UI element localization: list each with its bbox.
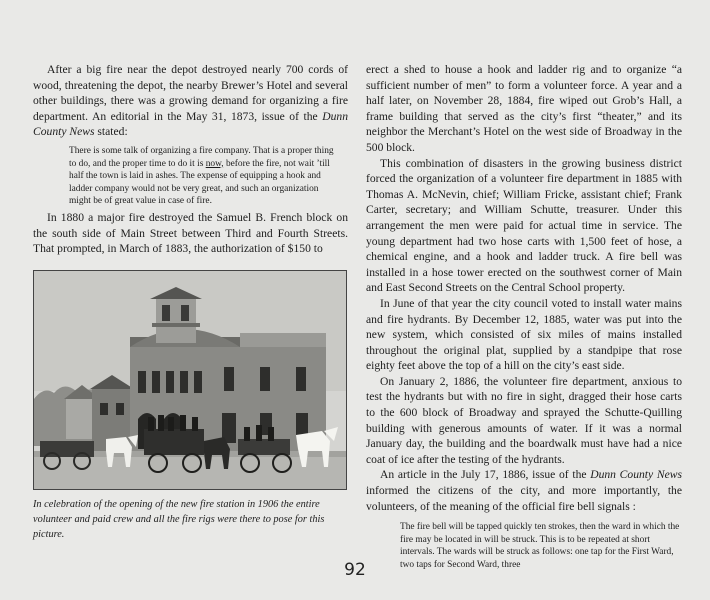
fire-station-photo: [33, 270, 347, 490]
newspaper-title: Dunn County News: [33, 109, 348, 139]
underlined-word: now,: [205, 158, 224, 169]
paragraph-fire-department-organization: This combination of disasters in the growing business district forced the organization of a volunteer fire department in 1885 with Thomas A. McNevin, chief; William Fricke, assistant chief; Frank Carter, secretary; and William Schutte, treasurer. Under this arrangement the men were paid for actual time in service. The young department had two hose carts with 1,500 feet of hose, a chemical engine, and a hook and ladder truck. A fire bell was installed in a hose tower erected on the southwest corner of Main and East Second Streets on the Central School property.: [366, 156, 682, 295]
paragraph-hydrant-test: On January 2, 1886, the volunteer fire department, anxious to test the hydrants but with no fire in sight, dragged their hose carts to the 600 block of Broadway and sprayed the Schutte-Quilling building with generous amounts of water. If it was a normal January day, the building and the boardwalk must have had a nice coat of ice after the testing of the hydrants.: [366, 374, 682, 466]
paragraph-water-mains: In June of that year the city council voted to install water mains and fire hydrants. By December 12, 1885, water was put into the new system, which consisted of six miles of mains installed throughout the original plat, supplied by a standpipe that rose eighty feet above the top of a hill on the city’s east side.: [366, 296, 682, 373]
editorial-quote: There is some talk of organizing a fire company. That is a proper thing to do, and the proper time to do it is now, before the fire, not wait ’till half the town is laid in ashes. The expense of equipping a hook and ladder company would not be very great, and such an organization might be of great value in case of fire.: [69, 145, 334, 207]
fire-station-illustration: [34, 271, 346, 489]
newspaper-title: Dunn County News: [590, 468, 682, 482]
paragraph-fire-bell-article: An article in the July 17, 1886, issue of the Dunn County News informed the citizens of the city, and more importantly, the volunteers, of the meaning of the official fire bell signals :: [366, 468, 682, 513]
page-number: 92: [344, 560, 366, 580]
paragraph-fire-demand: After a big fire near the depot destroyed nearly 700 cords of wood, threatening the depot, the nearby Brewer’s Hotel and several other buildings, there was a growing demand for organizing a fire department. An editorial in the May 31, 1873, issue of the Dunn County News stated:: [33, 63, 348, 139]
fire-bell-quote: The fire bell will be tapped quickly ten strokes, then the ward in which the fire may be located in will be struck. This is to be repeated at short intervals. The wards will be struck as follows: one tap for the First Ward, two taps for Second Ward, three: [400, 522, 680, 570]
photo-caption: In celebration of the opening of the new fire station in 1906 the entire volunteer and paid crew and all the fire rigs were there to pose for this picture.: [33, 499, 325, 540]
left-column: [33, 62, 348, 257]
right-column: [366, 62, 682, 572]
paragraph-french-block-fire: In 1880 a major fire destroyed the Samuel B. French block on the south side of Main Street between Third and Fourth Streets. That prompted, in March of 1883, the authorization of $150 to: [33, 210, 348, 256]
paragraph-volunteer-force: erect a shed to house a hook and ladder rig and to organize “a sufficient number of men” to form a volunteer force. A year and a half later, on November 28, 1884, fire wiped out Grob’s Hall, a frame building that served as the city’s first “theater,” and its neighbor the Merchant’s Hotel on the west side of Broadway in the 500 block.: [366, 63, 682, 154]
